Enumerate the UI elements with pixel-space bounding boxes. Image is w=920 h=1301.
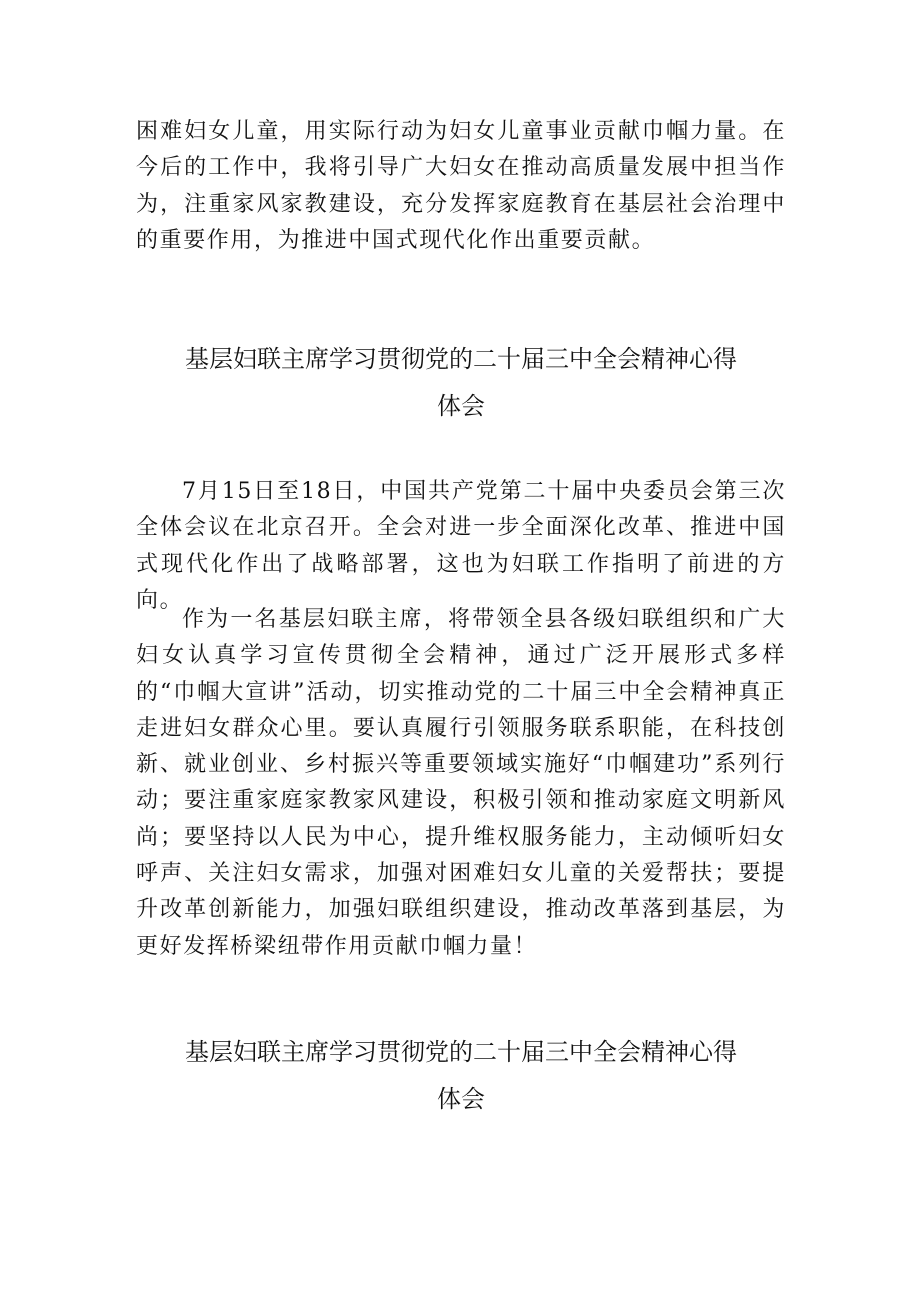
section-1-paragraph-1: 7月15日至18日，中国共产党第二十届中央委员会第三次全体会议在北京召开。全会对进一步全面深化改革、推进中国式现代化作出了战略部署，这也为妇联工作指明了前进的方向。: [136, 479, 786, 613]
section-2-title: [136, 1029, 786, 1123]
section-1-paragraph-2: 作为一名基层妇联主席，将带领全县各级妇联组织和广大妇女认真学习宣传贯彻全会精神，通过广泛开展形式多样的“巾帼大宣讲”活动，切实推动党的二十届三中全会精神真正走进妇女群众心里。要认真履行引领服务联系职能，在科技创新、就业创业、乡村振兴等重要领域实施好“巾帼建功”系列行动；要注重家庭家教家风建设，积极引领和推动家庭文明新风尚；要坚持以人民为中心，提升维权服务能力，主动倾听妇女呼声、关注妇女需求，加强对困难妇女儿童的关爱帮扶；要提升改革创新能力，加强妇联组织建设，推动改革落到基层，为更好发挥桥梁纽带作用贡献巾帼力量！: [136, 607, 786, 959]
section-2-title-line-1: 基层妇联主席学习贯彻党的二十届三中全会精神心得: [185, 1038, 737, 1066]
section-1-title-line-2: 体会: [437, 392, 485, 420]
section-2-title-line-2: 体会: [437, 1085, 485, 1113]
section-1-title-line-1: 基层妇联主席学习贯彻党的二十届三中全会精神心得: [185, 345, 737, 373]
section-1-title: [136, 336, 786, 430]
intro-paragraph: 困难妇女儿童，用实际行动为妇女儿童事业贡献巾帼力量。在今后的工作中，我将引导广大妇女在推动高质量发展中担当作为，注重家风家教建设，充分发挥家庭教育在基层社会治理中的重要作用，为推进中国式现代化作出重要贡献。: [136, 119, 786, 253]
